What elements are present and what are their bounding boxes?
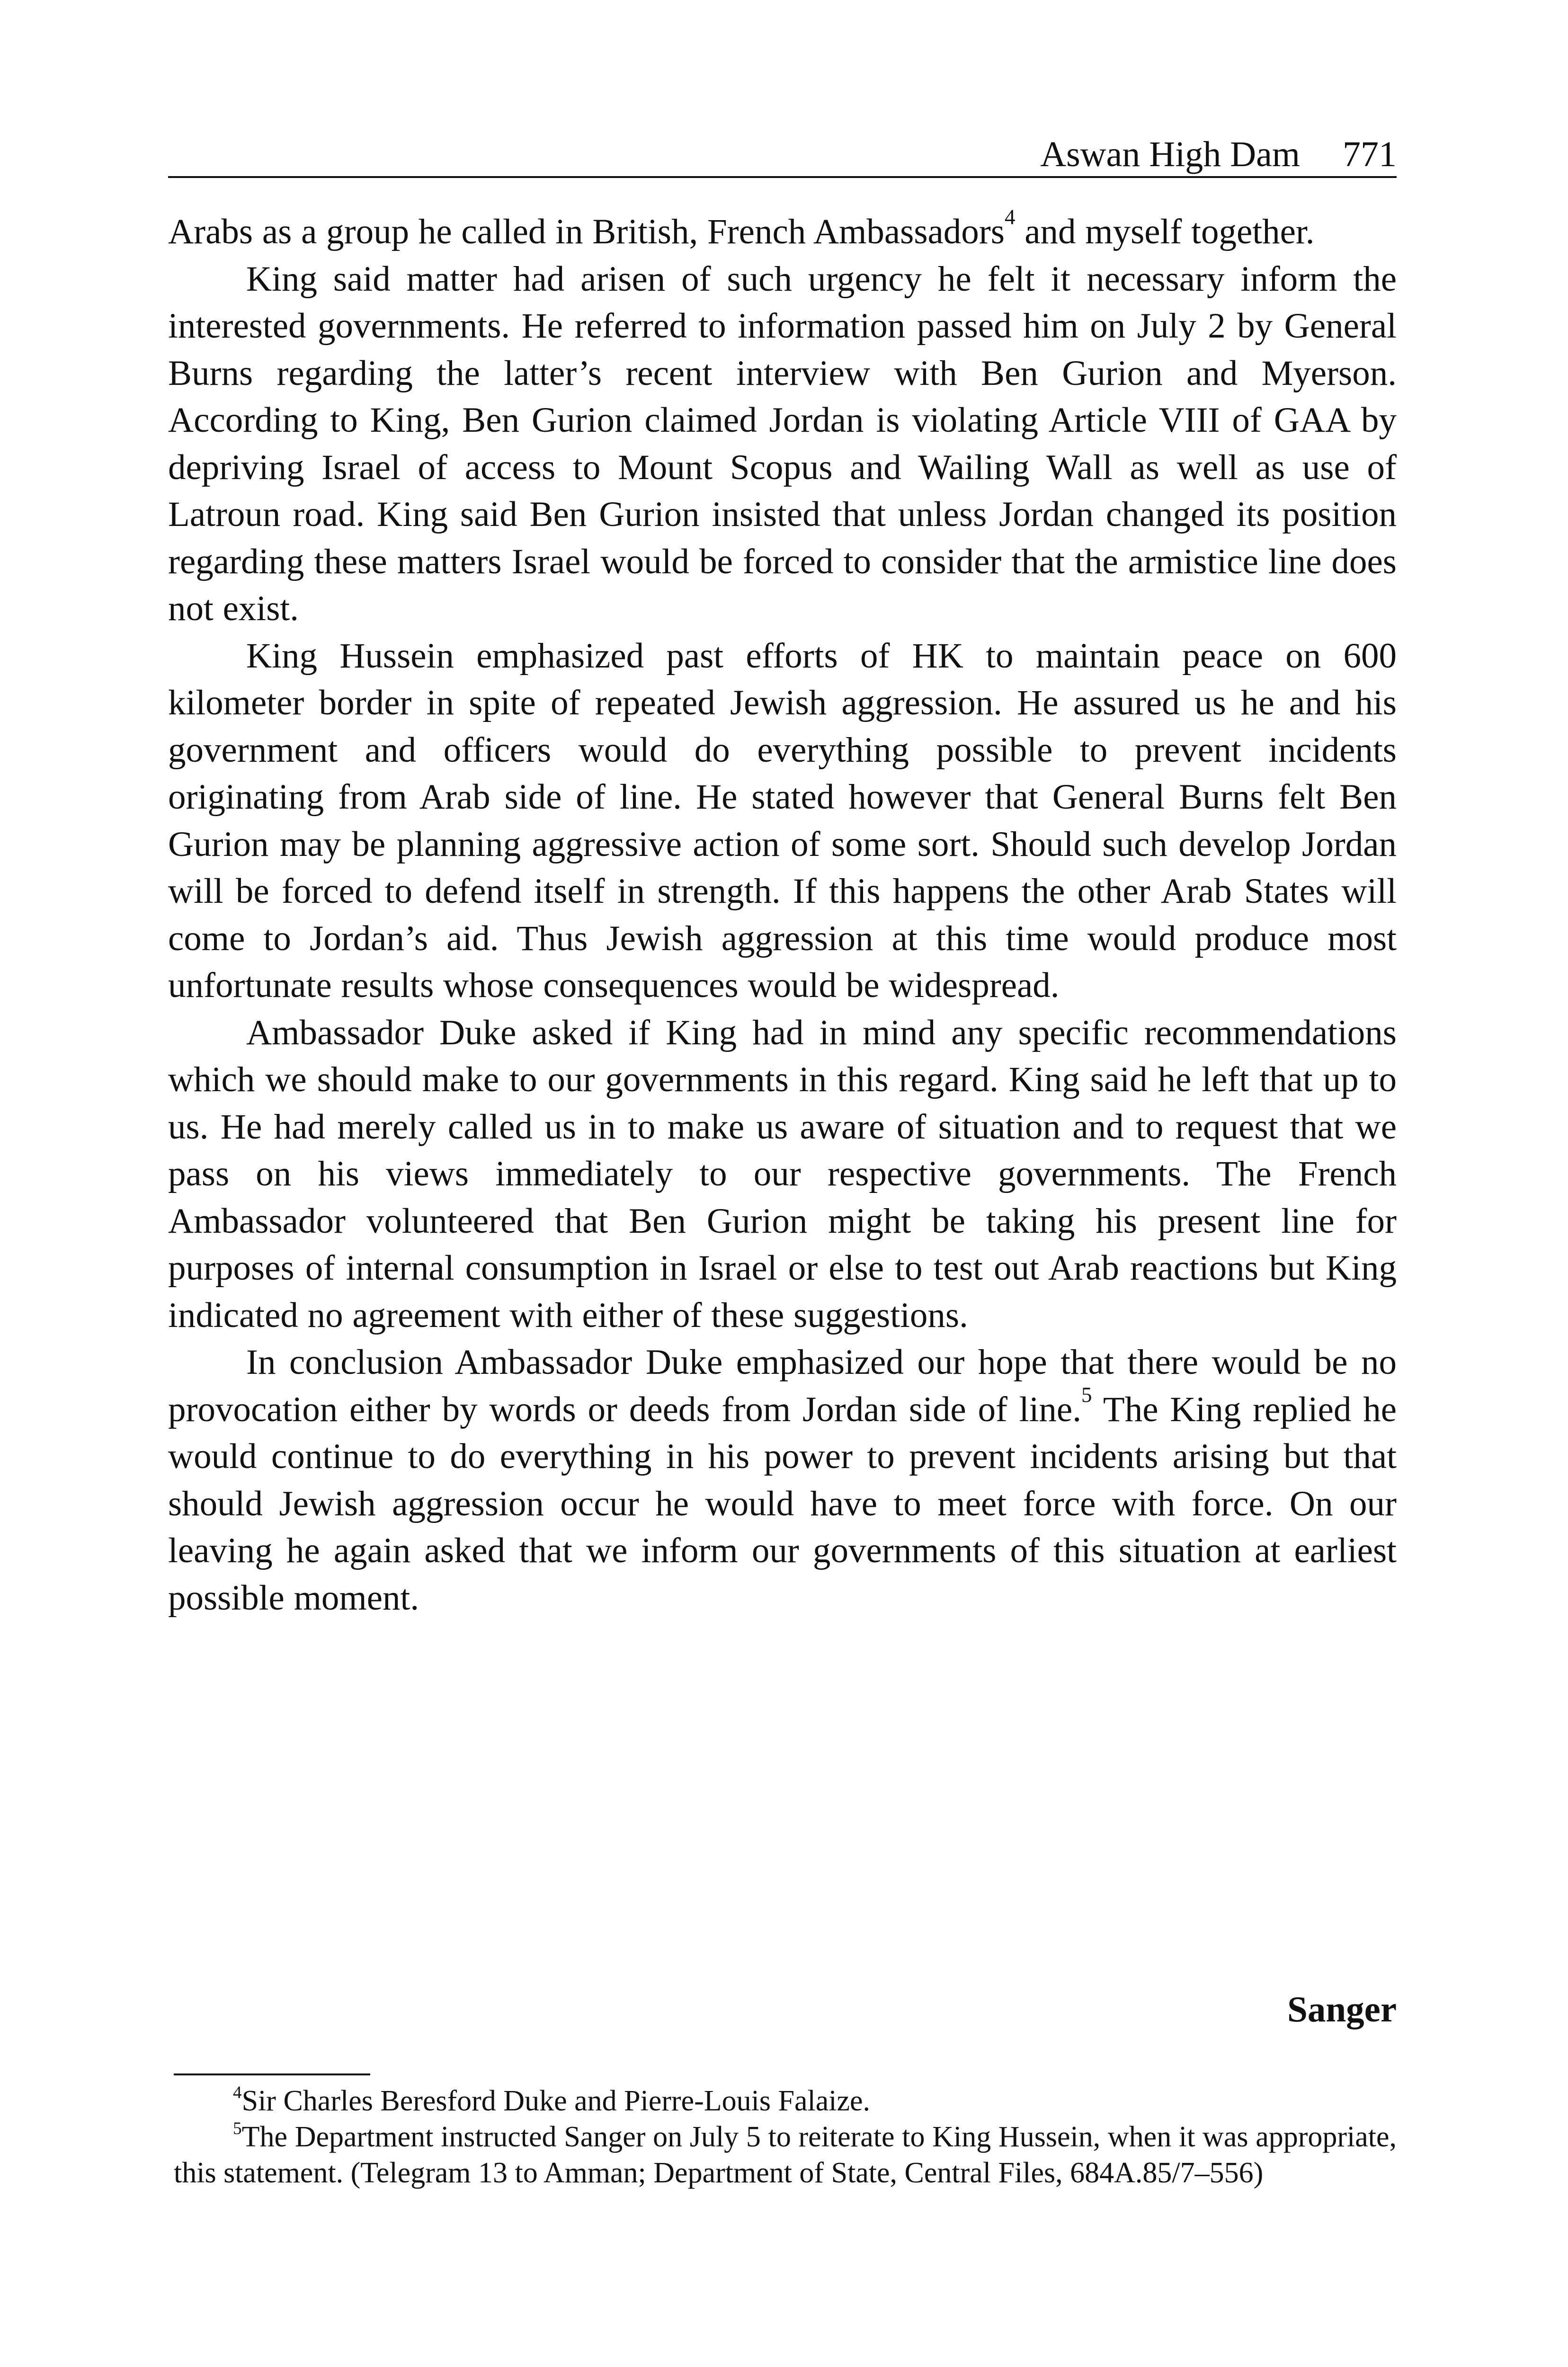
page-number: 771 (1343, 134, 1397, 174)
paragraph-2: King said matter had arisen of such urgency he felt it necessary inform the interested governments. He referred to information passed him on July 2 by General Burns regarding the latter’s recent interview with Ben Gurion and Myerson. According to King, Ben Gurion claimed Jordan is violating Article VIII of GAA by depriving Israel of access to Mount Scopus and Wailing Wall as well as use of Latroun road. King said Ben Gurion insisted that unless Jordan changed its position regarding these matters Israel would be forced to consider that the armistice line does not exist. (168, 259, 1397, 628)
paragraph-1 (168, 205, 1397, 256)
footnotes (174, 2083, 1397, 2191)
footnote-4-text: Sir Charles Beresford Duke and Pierre-Louis Falaize. (241, 2085, 871, 2117)
running-header (168, 124, 1397, 178)
body-text (168, 205, 1397, 1621)
footnote-4-number: 4 (233, 2082, 242, 2102)
footnote-ref-4: 4 (1004, 205, 1016, 229)
footnote-4 (174, 2083, 1397, 2119)
footnote-5-text: The Department instructed Sanger on July 5 to reiterate to King Hussein, when it was appropriate, this statement. (Telegram 13 to Amman; Department of State, Central Files, 684A.85/7–556) (174, 2121, 1397, 2189)
footnote-ref-5: 5 (1081, 1383, 1092, 1406)
footnote-5 (174, 2119, 1397, 2191)
paragraph-1-text-b: and myself together. (1015, 212, 1315, 251)
running-title: Aswan High Dam (1040, 134, 1300, 174)
paragraph-5-text-a: In conclusion Ambassador Duke emphasized our hope that there would be no provocation either by words or deeds from Jordan side of line. (168, 1343, 1397, 1429)
paragraph-5-text-b: The King replied he would continue to do everything in his power to prevent incidents arising but that should Jewish aggression occur he would have to meet force with force. On our leaving he again asked that we inform our governments of this situation at earliest possible moment. (168, 1389, 1397, 1618)
footnote-5-number: 5 (233, 2118, 242, 2138)
paragraph-3: King Hussein emphasized past efforts of HK to maintain peace on 600 kilometer border in spite of repeated Jewish aggression. He assured us he and his government and officers would do everything possible to prevent incidents originating from Arab side of line. He stated however that General Burns felt Ben Gurion may be planning aggressive action of some sort. Should such develop Jordan will be forced to defend itself in strength. If this happens the other Arab States will come to Jordan’s aid. Thus Jewish aggression at this time would produce most unfortunate results whose consequences would be widespread. (168, 636, 1397, 1005)
signature: Sanger (1287, 1989, 1397, 2029)
footnote-divider (174, 2073, 370, 2075)
paragraph-1-text-a: Arabs as a group he called in British, French Ambassadors (168, 212, 1005, 251)
paragraph-4: Ambassador Duke asked if King had in mind any specific recommendations which we should make to our governments in this regard. King said he left that up to us. He had merely called us in to make us aware of situation and to request that we pass on his views immediately to our respective governments. The French Ambassador volunteered that Ben Gurion might be taking his present line for purposes of internal consumption in Israel or else to test out Arab reactions but King indicated no agreement with either of these suggestions. (168, 1013, 1397, 1335)
paragraph-5 (168, 1339, 1397, 1621)
